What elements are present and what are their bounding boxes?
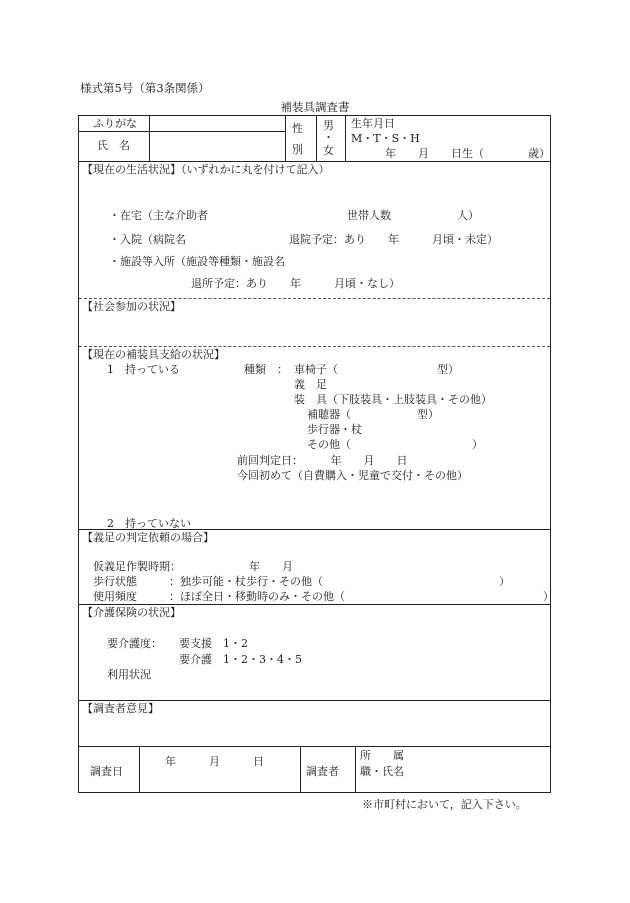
walking-state-options[interactable]: ：独歩可能・杖歩行・その他（ ） bbox=[169, 575, 510, 588]
living-home[interactable]: ・在宅（主な介助者 bbox=[109, 209, 208, 222]
sex-label-top: 性 bbox=[292, 122, 303, 135]
surveyor-opinion-heading: 【調査者意見】 bbox=[82, 702, 159, 715]
sex-value-divider bbox=[345, 116, 346, 161]
devices-have-option[interactable]: 1 持っている bbox=[107, 363, 180, 376]
prosthetic-bottom-border bbox=[79, 604, 550, 605]
living-hospital[interactable]: ・入院（病院名 bbox=[109, 233, 186, 246]
walking-state-label: 歩行状態 bbox=[93, 575, 137, 588]
birth-era-options[interactable]: M・T・S・H bbox=[351, 132, 420, 145]
device-wheelchair[interactable]: 車椅子（ 型） bbox=[294, 363, 459, 376]
temp-prosthesis-label: 仮義足作製時期： bbox=[93, 560, 181, 573]
furigana-divider bbox=[79, 131, 285, 132]
opinion-bottom-border bbox=[79, 746, 550, 747]
devices-last-judgment-date: 前回判定日： 年 月 日 bbox=[237, 454, 408, 467]
devices-bottom-border bbox=[79, 529, 550, 530]
temp-prosthesis-value: 年 月 bbox=[249, 560, 293, 573]
sex-option-male[interactable]: 男 bbox=[323, 119, 334, 132]
device-hearing-aid[interactable]: 補聴器（ 型） bbox=[307, 408, 439, 421]
birth-date-format: 年 月 日生（ 歳） bbox=[385, 147, 550, 160]
usage-frequency-options[interactable]: ：ほぼ全日・移動時のみ・その他（ ） bbox=[169, 590, 554, 603]
living-situation-heading: 【現在の生活状況】（いずれかに丸を付けて記入） bbox=[82, 163, 330, 176]
furigana-label: ふりがな bbox=[93, 117, 137, 130]
usage-frequency-label: 使用頻度 bbox=[93, 590, 137, 603]
devices-first-time[interactable]: 今回初めて（自費購入・児童で交付・その他） bbox=[237, 469, 468, 482]
living-household-size: 世帯人数 人） bbox=[347, 209, 479, 222]
survey-date-format: 年 月 日 bbox=[165, 755, 264, 768]
care-usage-label: 利用状況 bbox=[107, 668, 151, 681]
device-walker[interactable]: 歩行器・杖 bbox=[307, 423, 362, 436]
document-title: 補装具調査書 bbox=[280, 100, 350, 114]
device-other[interactable]: その他（ ） bbox=[307, 438, 483, 451]
living-discharge-plan: 退院予定：あり 年 月頃・未定） bbox=[289, 233, 498, 246]
device-prosthesis[interactable]: 義 足 bbox=[294, 378, 327, 391]
survey-form bbox=[78, 115, 554, 793]
survey-date-label: 調査日 bbox=[90, 765, 123, 778]
living-leave-plan: 退所予定：あり 年 月頃・なし） bbox=[191, 277, 400, 290]
surveyor-label: 調査者 bbox=[306, 765, 339, 778]
surveyor-affiliation-label: 所 属 bbox=[360, 749, 404, 762]
care-support-levels[interactable]: 要支援 1・2 bbox=[179, 637, 248, 650]
prosthetic-heading: 【義足の判定依頼の場合】 bbox=[82, 531, 214, 544]
name-label: 氏 名 bbox=[97, 139, 130, 152]
devices-not-have-option[interactable]: 2 持っていない bbox=[107, 517, 191, 530]
label-column-divider bbox=[149, 116, 150, 161]
name-cell-divider bbox=[285, 116, 286, 161]
care-level-label: 要介護度： bbox=[107, 637, 162, 650]
care-bottom-border bbox=[79, 700, 550, 701]
sex-label-bottom: 別 bbox=[292, 143, 303, 156]
form-number: 様式第5号（第3条関係） bbox=[80, 81, 210, 95]
sex-option-separator: ・ bbox=[323, 131, 334, 144]
date-value-divider bbox=[300, 746, 301, 792]
surveyor-label-divider bbox=[355, 746, 356, 792]
care-need-levels[interactable]: 要介護 1・2・3・4・5 bbox=[179, 653, 302, 666]
devices-type-label: 種類 ： bbox=[244, 363, 288, 376]
sex-label-divider bbox=[316, 116, 317, 161]
surveyor-position-name-label: 職・氏名 bbox=[360, 765, 404, 778]
living-bottom-border bbox=[79, 298, 550, 299]
footer-note: ※市町村において，記入下さい。 bbox=[362, 798, 527, 811]
birth-date-label: 生年月日 bbox=[351, 117, 395, 130]
sex-option-female[interactable]: 女 bbox=[323, 144, 334, 157]
social-participation-heading: 【社会参加の状況】 bbox=[82, 300, 181, 313]
device-orthosis[interactable]: 装 具（下肢装具・上肢装具・その他） bbox=[294, 393, 492, 406]
living-facility[interactable]: ・施設等入所（施設等種類・施設名 bbox=[109, 255, 285, 268]
care-insurance-heading: 【介護保険の状況】 bbox=[82, 606, 181, 619]
date-label-divider bbox=[139, 746, 140, 792]
social-bottom-border bbox=[79, 346, 550, 347]
devices-heading: 【現在の補装具支給の状況】 bbox=[82, 348, 225, 361]
identity-bottom-border bbox=[79, 161, 550, 162]
